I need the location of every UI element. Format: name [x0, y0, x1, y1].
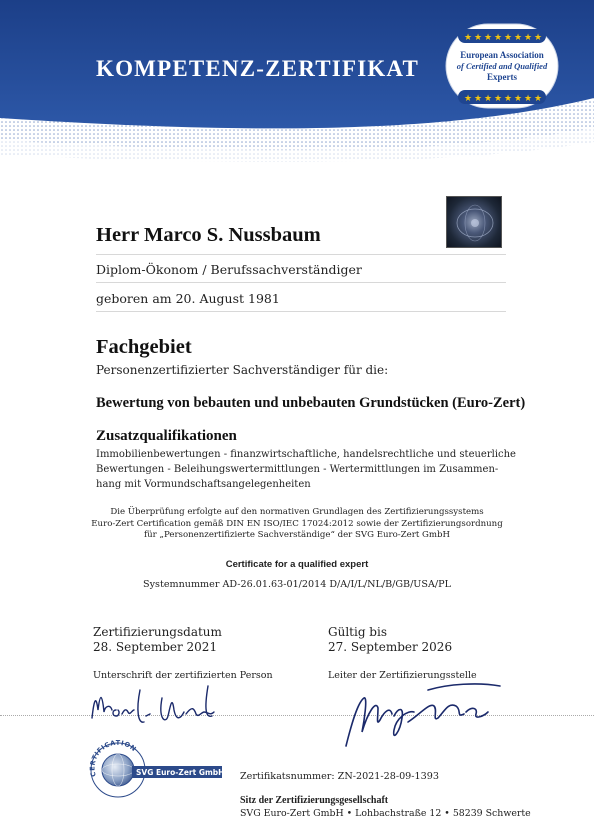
svg-text:★: ★ [464, 94, 473, 104]
svg-text:★: ★ [514, 94, 523, 104]
additional-text [96, 447, 516, 492]
field-subject: Bewertung von bebauten und unbebauten Grundstücken (Euro-Zert) [96, 395, 526, 411]
seal-line1: European Association [460, 50, 544, 60]
seal-line3: Experts [487, 72, 517, 82]
seat-heading: Sitz der Zertifizierungsgesellschaft [240, 795, 389, 806]
additional-line: Bewertungen - Beleihungswertermittlungen - Wertermittlungen im Zusammen- [96, 464, 499, 475]
svg-euro-zert-logo [88, 740, 226, 800]
hologram-sticker [446, 196, 502, 248]
divider [96, 311, 506, 312]
certificate-for-label: Certificate for a qualified expert [225, 559, 369, 570]
association-seal [438, 18, 566, 114]
additional-line: Immobilienbewertungen - finanzwirtschaftliche, handelsrechtliche und steuerliche [96, 449, 516, 460]
holder-name: Herr Marco S. Nussbaum [96, 224, 321, 246]
divider [96, 254, 506, 255]
svg-text:★: ★ [534, 94, 543, 104]
head-signature-label: Leiter der Zertifizierungsstelle [328, 670, 477, 681]
svg-text:★: ★ [504, 33, 513, 43]
company-address: SVG Euro-Zert GmbH • Lohbachstraße 12 • 58239 Schwerte [240, 808, 531, 819]
svg-text:★: ★ [494, 94, 503, 104]
logo-text: SVG Euro-Zert GmbH [136, 768, 225, 777]
svg-text:★: ★ [514, 33, 523, 43]
svg-text:★: ★ [474, 33, 483, 43]
holder-birth: geboren am 20. August 1981 [96, 291, 280, 306]
svg-text:★: ★ [534, 33, 543, 43]
valid-until-label: Gültig bis [328, 625, 387, 639]
valid-until-date: 27. September 2026 [328, 640, 453, 654]
norm-line: für „Personenzertifizierte Sachverständige“ der SVG Euro-Zert GmbH [143, 530, 451, 540]
cert-date: 28. September 2021 [93, 640, 218, 654]
logo-ring-text: CERTIFICATION [88, 740, 138, 778]
svg-text:★: ★ [484, 33, 493, 43]
certificate-number: Zertifikatsnummer: ZN-2021-28-09-1393 [240, 771, 439, 782]
holder-signature-label: Unterschrift der zertifizierten Person [93, 670, 273, 681]
star-icon: ★ [464, 33, 473, 43]
additional-heading: Zusatzqualifikationen [96, 428, 237, 444]
svg-text:★: ★ [504, 94, 513, 104]
svg-text:★: ★ [474, 94, 483, 104]
head-signature [338, 672, 508, 752]
svg-text:★: ★ [524, 94, 533, 104]
divider [96, 282, 506, 283]
system-number: Systemnummer AD-26.01.63-01/2014 D/A/I/L/NL/B/GB/USA/PL [143, 579, 451, 590]
holder-profession: Diplom-Ökonom / Berufssachverständiger [96, 262, 362, 277]
svg-text:★: ★ [524, 33, 533, 43]
field-heading: Fachgebiet [96, 336, 192, 358]
certificate-title: KOMPETENZ-ZERTIFIKAT [96, 56, 420, 81]
svg-text:★: ★ [494, 33, 503, 43]
seal-line2: of Certified and Qualified [456, 61, 548, 71]
field-intro: Personenzertifizierter Sachverständiger für die: [96, 363, 389, 377]
norm-line: Die Überprüfung erfolgte auf den normativen Grundlagen des Zertifizierungssystems [110, 507, 484, 517]
additional-line: hang mit Vormundschaftsangelegenheiten [96, 479, 311, 490]
holder-signature [88, 680, 238, 730]
norm-line: Euro-Zert Certification gemäß DIN EN ISO/IEC 17024:2012 sowie der Zertifizierungsordnung [91, 518, 503, 529]
norm-statement [40, 507, 554, 542]
svg-text:★: ★ [484, 94, 493, 104]
cert-date-label: Zertifizierungsdatum [93, 625, 222, 639]
